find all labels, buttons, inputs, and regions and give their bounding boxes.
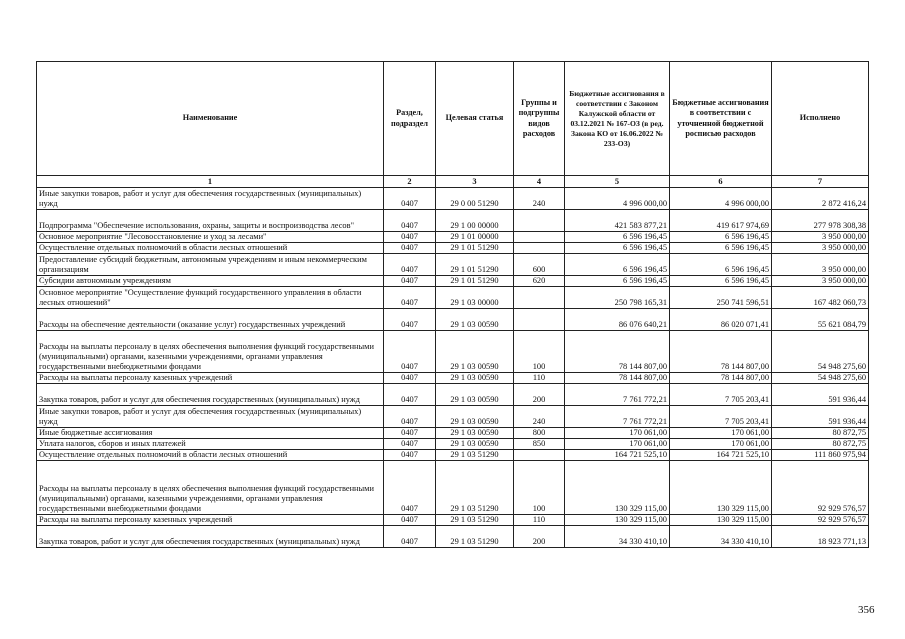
header-groups: Группы и подгруппы видов расходов	[514, 62, 565, 176]
table-cell-target: 29 1 03 00590	[436, 428, 514, 439]
header-section: Раздел, подраздел	[384, 62, 436, 176]
table-cell-law: 86 076 640,21	[565, 309, 670, 331]
column-number: 1	[37, 176, 384, 188]
table-cell-section: 0407	[384, 461, 436, 515]
table-cell-section: 0407	[384, 309, 436, 331]
table-cell-executed: 92 929 576,57	[772, 515, 869, 526]
table-cell-target: 29 1 01 51290	[436, 243, 514, 254]
table-cell-target: 29 1 01 51290	[436, 276, 514, 287]
table-cell-group: 110	[514, 373, 565, 384]
table-cell-name: Предоставление субсидий бюджетным, автономным учреждениям и иным некоммерческим организациям	[37, 254, 384, 276]
table-cell-group: 620	[514, 276, 565, 287]
table-cell-executed: 3 950 000,00	[772, 243, 869, 254]
table-cell-section: 0407	[384, 450, 436, 461]
table-cell-law: 421 583 877,21	[565, 210, 670, 232]
table-cell-group	[514, 450, 565, 461]
header-row	[37, 62, 869, 176]
table-cell-name: Осуществление отдельных полномочий в области лесных отношений	[37, 243, 384, 254]
table-cell-executed: 591 936,44	[772, 406, 869, 428]
table-cell-law: 78 144 807,00	[565, 373, 670, 384]
column-number: 4	[514, 176, 565, 188]
table-cell-section: 0407	[384, 373, 436, 384]
table-cell-budget: 86 020 071,41	[670, 309, 772, 331]
table-cell-section: 0407	[384, 276, 436, 287]
table-row	[37, 515, 869, 526]
table-cell-executed: 2 872 416,24	[772, 188, 869, 210]
column-number: 6	[670, 176, 772, 188]
table-cell-target: 29 1 03 00590	[436, 331, 514, 373]
table-cell-law: 250 798 165,31	[565, 287, 670, 309]
table-cell-executed: 54 948 275,60	[772, 373, 869, 384]
table-row	[37, 373, 869, 384]
table-cell-budget: 164 721 525,10	[670, 450, 772, 461]
table-cell-name: Субсидии автономным учреждениям	[37, 276, 384, 287]
table-row	[37, 276, 869, 287]
table-cell-law: 4 996 000,00	[565, 188, 670, 210]
table-cell-law: 130 329 115,00	[565, 515, 670, 526]
table-cell-target: 29 1 00 00000	[436, 210, 514, 232]
column-number: 2	[384, 176, 436, 188]
table-cell-section: 0407	[384, 515, 436, 526]
table-row	[37, 331, 869, 373]
table-cell-target: 29 1 03 51290	[436, 450, 514, 461]
table-cell-name: Расходы на выплаты персоналу в целях обеспечения выполнения функций государственными (муниципальными) органами, казенными учреждениями, органами управления государственными внебюджетными фондами	[37, 331, 384, 373]
table-cell-name: Основное мероприятие "Лесовосстановление и уход за лесами"	[37, 232, 384, 243]
table-cell-name: Подпрограмма "Обеспечение использования, охраны, защиты и воспроизводства лесов"	[37, 210, 384, 232]
table-cell-target: 29 1 03 00590	[436, 406, 514, 428]
table-cell-group: 800	[514, 428, 565, 439]
table-cell-name: Иные закупки товаров, работ и услуг для обеспечения государственных (муниципальных) нужд	[37, 406, 384, 428]
table-row	[37, 526, 869, 548]
table-cell-section: 0407	[384, 232, 436, 243]
table-row	[37, 210, 869, 232]
table-cell-executed: 18 923 771,13	[772, 526, 869, 548]
table-cell-name: Расходы на выплаты персоналу казенных учреждений	[37, 373, 384, 384]
table-cell-section: 0407	[384, 384, 436, 406]
table-cell-name: Иные бюджетные ассигнования	[37, 428, 384, 439]
table-row	[37, 287, 869, 309]
table-cell-group: 240	[514, 188, 565, 210]
table-cell-target: 29 1 01 51290	[436, 254, 514, 276]
table-cell-law: 6 596 196,45	[565, 254, 670, 276]
table-row	[37, 450, 869, 461]
page-number: 356	[858, 604, 875, 616]
header-law: Бюджетные ассигнования в соответствии с Законом Калужской области от 03.12.2021 № 167-ОЗ (в ред. Закона КО от 16.06.2022 № 233-ОЗ)	[565, 62, 670, 176]
table-cell-name: Закупка товаров, работ и услуг для обеспечения государственных (муниципальных) нужд	[37, 526, 384, 548]
table-cell-name: Расходы на выплаты персоналу казенных учреждений	[37, 515, 384, 526]
column-number-row	[37, 176, 869, 188]
table-cell-executed: 3 950 000,00	[772, 232, 869, 243]
header-target: Целевая статья	[436, 62, 514, 176]
table-cell-budget: 6 596 196,45	[670, 276, 772, 287]
table-cell-law: 170 061,00	[565, 439, 670, 450]
table-cell-budget: 7 705 203,41	[670, 384, 772, 406]
table-cell-budget: 34 330 410,10	[670, 526, 772, 548]
table-cell-group: 110	[514, 515, 565, 526]
table-cell-name: Осуществление отдельных полномочий в области лесных отношений	[37, 450, 384, 461]
table-cell-section: 0407	[384, 287, 436, 309]
table-cell-group: 600	[514, 254, 565, 276]
column-number: 3	[436, 176, 514, 188]
table-cell-name: Расходы на выплаты персоналу в целях обеспечения выполнения функций государственными (муниципальными) органами, казенными учреждениями, органами управления государственными внебюджетными фондами	[37, 461, 384, 515]
table-cell-law: 34 330 410,10	[565, 526, 670, 548]
table-cell-name: Иные закупки товаров, работ и услуг для обеспечения государственных (муниципальных) нужд	[37, 188, 384, 210]
table-cell-target: 29 0 00 51290	[436, 188, 514, 210]
table-cell-executed: 3 950 000,00	[772, 276, 869, 287]
table-cell-budget: 419 617 974,69	[670, 210, 772, 232]
table-cell-executed: 277 978 308,38	[772, 210, 869, 232]
table-row	[37, 384, 869, 406]
table-cell-group: 850	[514, 439, 565, 450]
table-cell-law: 7 761 772,21	[565, 384, 670, 406]
table-cell-law: 130 329 115,00	[565, 461, 670, 515]
table-cell-section: 0407	[384, 406, 436, 428]
table-body	[37, 188, 869, 548]
table-row	[37, 309, 869, 331]
table-cell-budget: 250 741 596,51	[670, 287, 772, 309]
table-row	[37, 254, 869, 276]
table-cell-executed: 80 872,75	[772, 439, 869, 450]
budget-table-sheet	[36, 61, 868, 548]
table-cell-executed: 167 482 060,73	[772, 287, 869, 309]
table-cell-section: 0407	[384, 243, 436, 254]
table-row	[37, 439, 869, 450]
table-cell-law: 170 061,00	[565, 428, 670, 439]
table-cell-budget: 130 329 115,00	[670, 515, 772, 526]
table-cell-target: 29 1 03 00000	[436, 287, 514, 309]
table-cell-name: Расходы на обеспечение деятельности (оказание услуг) государственных учреждений	[37, 309, 384, 331]
table-cell-group	[514, 309, 565, 331]
table-cell-law: 7 761 772,21	[565, 406, 670, 428]
table-cell-target: 29 1 03 51290	[436, 461, 514, 515]
table-cell-law: 78 144 807,00	[565, 331, 670, 373]
table-cell-executed: 3 950 000,00	[772, 254, 869, 276]
table-cell-group	[514, 243, 565, 254]
table-cell-executed: 111 860 975,94	[772, 450, 869, 461]
table-cell-budget: 170 061,00	[670, 428, 772, 439]
table-cell-section: 0407	[384, 254, 436, 276]
table-cell-section: 0407	[384, 188, 436, 210]
table-row	[37, 188, 869, 210]
table-cell-law: 6 596 196,45	[565, 243, 670, 254]
table-cell-executed: 54 948 275,60	[772, 331, 869, 373]
budget-table	[36, 61, 869, 548]
table-cell-budget: 6 596 196,45	[670, 232, 772, 243]
table-cell-executed: 80 872,75	[772, 428, 869, 439]
table-row	[37, 232, 869, 243]
table-cell-target: 29 1 01 00000	[436, 232, 514, 243]
table-cell-executed: 591 936,44	[772, 384, 869, 406]
table-cell-budget: 6 596 196,45	[670, 254, 772, 276]
column-number: 5	[565, 176, 670, 188]
table-cell-budget: 170 061,00	[670, 439, 772, 450]
table-cell-law: 6 596 196,45	[565, 232, 670, 243]
table-row	[37, 406, 869, 428]
header-executed: Исполнено	[772, 62, 869, 176]
table-cell-executed: 92 929 576,57	[772, 461, 869, 515]
column-number: 7	[772, 176, 869, 188]
table-cell-section: 0407	[384, 526, 436, 548]
table-cell-group: 100	[514, 331, 565, 373]
table-cell-section: 0407	[384, 428, 436, 439]
table-cell-target: 29 1 03 00590	[436, 309, 514, 331]
table-cell-target: 29 1 03 00590	[436, 439, 514, 450]
table-cell-group	[514, 210, 565, 232]
table-cell-budget: 7 705 203,41	[670, 406, 772, 428]
table-cell-name: Закупка товаров, работ и услуг для обеспечения государственных (муниципальных) нужд	[37, 384, 384, 406]
table-cell-target: 29 1 03 51290	[436, 515, 514, 526]
table-row	[37, 243, 869, 254]
table-cell-target: 29 1 03 00590	[436, 384, 514, 406]
table-cell-budget: 130 329 115,00	[670, 461, 772, 515]
table-cell-section: 0407	[384, 439, 436, 450]
table-cell-group: 240	[514, 406, 565, 428]
table-cell-budget: 4 996 000,00	[670, 188, 772, 210]
table-cell-name: Основное мероприятие "Осуществление функций государственного управления в области лесных отношений"	[37, 287, 384, 309]
table-cell-group	[514, 287, 565, 309]
table-cell-group: 200	[514, 526, 565, 548]
table-row	[37, 428, 869, 439]
table-cell-budget: 78 144 807,00	[670, 331, 772, 373]
header-budget: Бюджетные ассигнования в соответствии с уточненной бюджетной росписью расходов	[670, 62, 772, 176]
table-row	[37, 461, 869, 515]
table-cell-budget: 78 144 807,00	[670, 373, 772, 384]
table-cell-group: 100	[514, 461, 565, 515]
table-cell-section: 0407	[384, 331, 436, 373]
table-cell-law: 6 596 196,45	[565, 276, 670, 287]
table-cell-name: Уплата налогов, сборов и иных платежей	[37, 439, 384, 450]
table-cell-group	[514, 232, 565, 243]
table-cell-budget: 6 596 196,45	[670, 243, 772, 254]
table-cell-law: 164 721 525,10	[565, 450, 670, 461]
header-name: Наименование	[37, 62, 384, 176]
table-cell-section: 0407	[384, 210, 436, 232]
table-cell-group: 200	[514, 384, 565, 406]
table-cell-target: 29 1 03 51290	[436, 526, 514, 548]
table-cell-target: 29 1 03 00590	[436, 373, 514, 384]
table-cell-executed: 55 621 084,79	[772, 309, 869, 331]
